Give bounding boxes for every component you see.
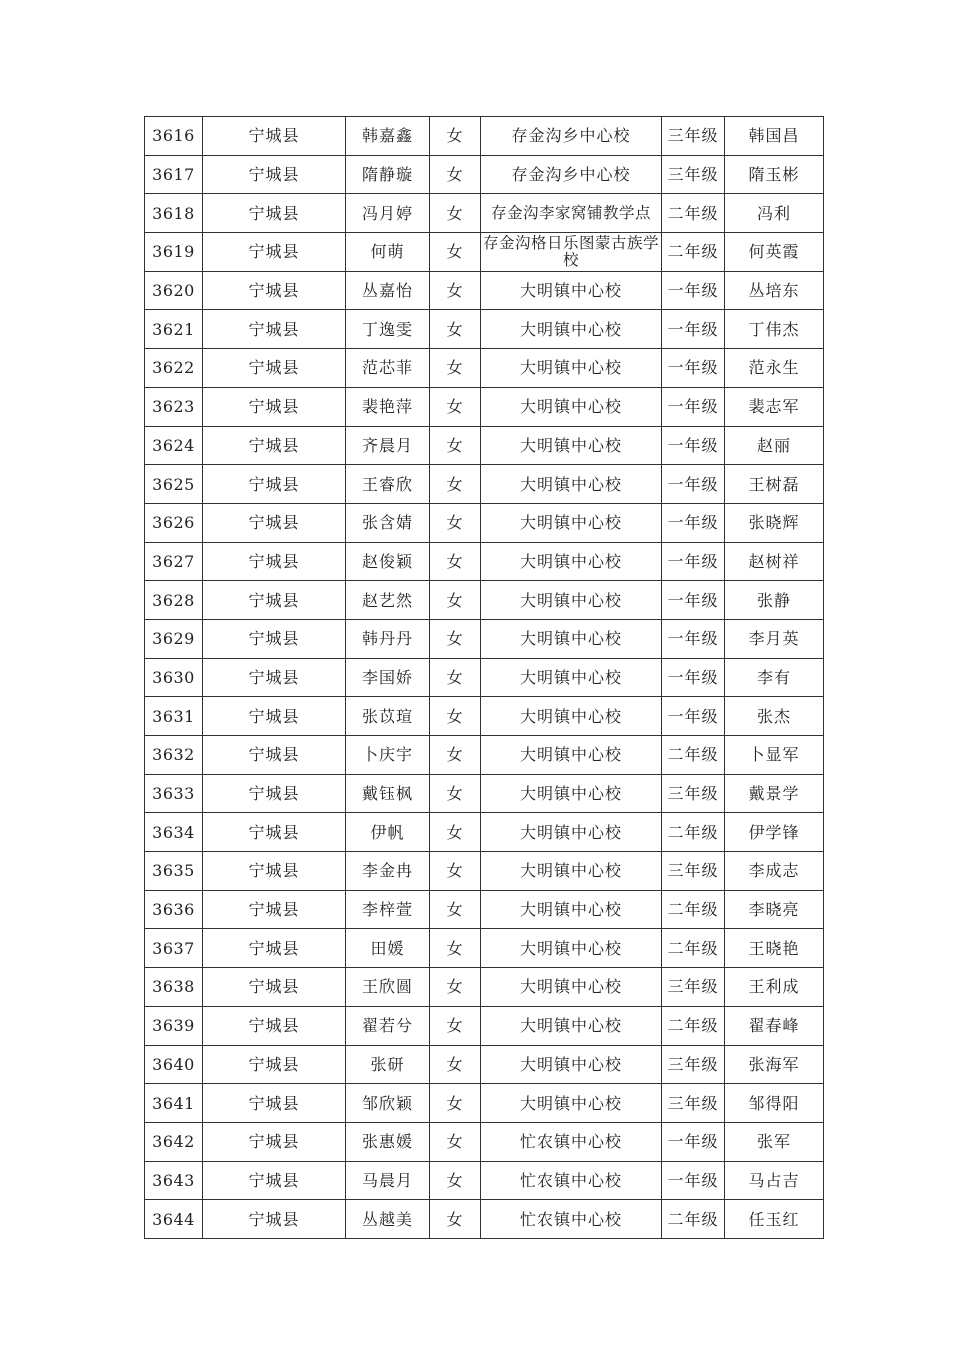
cell-guardian: 卜显军: [725, 736, 824, 775]
cell-school: 大明镇中心校: [481, 968, 662, 1007]
cell-number: 3627: [145, 542, 203, 581]
cell-school: 大明镇中心校: [481, 542, 662, 581]
table-row: [145, 968, 824, 1007]
cell-number: 3632: [145, 736, 203, 775]
cell-county: 宁城县: [203, 890, 346, 929]
cell-school: 大明镇中心校: [481, 736, 662, 775]
cell-grade: 一年级: [662, 1161, 725, 1200]
cell-school: 大明镇中心校: [481, 426, 662, 465]
cell-gender: 女: [430, 774, 481, 813]
cell-county: 宁城县: [203, 233, 346, 272]
cell-county: 宁城县: [203, 1006, 346, 1045]
cell-student-name: 丁逸雯: [346, 310, 430, 349]
cell-guardian: 李晓亮: [725, 890, 824, 929]
student-roster-table: [144, 116, 824, 1239]
cell-guardian: 翟春峰: [725, 1006, 824, 1045]
cell-number: 3639: [145, 1006, 203, 1045]
cell-county: 宁城县: [203, 426, 346, 465]
cell-gender: 女: [430, 1084, 481, 1123]
cell-student-name: 张惠媛: [346, 1122, 430, 1161]
cell-student-name: 齐晨月: [346, 426, 430, 465]
cell-school: 大明镇中心校: [481, 774, 662, 813]
cell-gender: 女: [430, 310, 481, 349]
cell-gender: 女: [430, 968, 481, 1007]
cell-student-name: 隋静璇: [346, 155, 430, 194]
table-row: [145, 813, 824, 852]
table-row: [145, 658, 824, 697]
cell-county: 宁城县: [203, 1122, 346, 1161]
cell-grade: 一年级: [662, 658, 725, 697]
cell-school: 忙农镇中心校: [481, 1161, 662, 1200]
cell-school: 大明镇中心校: [481, 465, 662, 504]
roster-body: [145, 117, 824, 1239]
table-row: [145, 1200, 824, 1239]
cell-grade: 一年级: [662, 542, 725, 581]
cell-gender: 女: [430, 852, 481, 891]
cell-student-name: 李国娇: [346, 658, 430, 697]
cell-student-name: 翟若兮: [346, 1006, 430, 1045]
cell-number: 3642: [145, 1122, 203, 1161]
cell-school: 大明镇中心校: [481, 349, 662, 388]
cell-number: 3628: [145, 581, 203, 620]
table-row: [145, 310, 824, 349]
cell-county: 宁城县: [203, 813, 346, 852]
table-row: [145, 1084, 824, 1123]
cell-student-name: 李梓萱: [346, 890, 430, 929]
table-row: [145, 1006, 824, 1045]
cell-grade: 三年级: [662, 1045, 725, 1084]
table-row: [145, 387, 824, 426]
cell-number: 3626: [145, 503, 203, 542]
cell-guardian: 丁伟杰: [725, 310, 824, 349]
table-row: [145, 349, 824, 388]
cell-county: 宁城县: [203, 503, 346, 542]
cell-county: 宁城县: [203, 736, 346, 775]
cell-county: 宁城县: [203, 271, 346, 310]
table-row: [145, 852, 824, 891]
cell-gender: 女: [430, 465, 481, 504]
cell-grade: 三年级: [662, 117, 725, 156]
cell-number: 3617: [145, 155, 203, 194]
cell-county: 宁城县: [203, 117, 346, 156]
cell-number: 3641: [145, 1084, 203, 1123]
cell-student-name: 王睿欣: [346, 465, 430, 504]
cell-student-name: 邹欣颖: [346, 1084, 430, 1123]
cell-grade: 一年级: [662, 1122, 725, 1161]
cell-school: 存金沟格日乐图蒙古族学校: [481, 233, 662, 272]
cell-number: 3629: [145, 619, 203, 658]
cell-gender: 女: [430, 1045, 481, 1084]
cell-student-name: 戴钰枫: [346, 774, 430, 813]
cell-gender: 女: [430, 194, 481, 233]
cell-school: 大明镇中心校: [481, 890, 662, 929]
cell-number: 3640: [145, 1045, 203, 1084]
table-row: [145, 271, 824, 310]
cell-school: 大明镇中心校: [481, 852, 662, 891]
table-row: [145, 117, 824, 156]
cell-county: 宁城县: [203, 1200, 346, 1239]
table-row: [145, 1161, 824, 1200]
cell-student-name: 赵俊颖: [346, 542, 430, 581]
table-row: [145, 581, 824, 620]
cell-grade: 三年级: [662, 1084, 725, 1123]
table-row: [145, 542, 824, 581]
cell-gender: 女: [430, 929, 481, 968]
cell-gender: 女: [430, 813, 481, 852]
cell-gender: 女: [430, 503, 481, 542]
cell-school: 大明镇中心校: [481, 697, 662, 736]
cell-student-name: 王欣圆: [346, 968, 430, 1007]
cell-guardian: 伊学锋: [725, 813, 824, 852]
cell-gender: 女: [430, 271, 481, 310]
cell-county: 宁城县: [203, 697, 346, 736]
cell-county: 宁城县: [203, 1161, 346, 1200]
cell-number: 3636: [145, 890, 203, 929]
cell-grade: 一年级: [662, 271, 725, 310]
cell-number: 3621: [145, 310, 203, 349]
cell-school: 大明镇中心校: [481, 271, 662, 310]
cell-school: 存金沟李家窝铺教学点: [481, 194, 662, 233]
cell-student-name: 伊帆: [346, 813, 430, 852]
cell-guardian: 任玉红: [725, 1200, 824, 1239]
cell-county: 宁城县: [203, 349, 346, 388]
cell-number: 3633: [145, 774, 203, 813]
cell-grade: 一年级: [662, 503, 725, 542]
cell-county: 宁城县: [203, 1084, 346, 1123]
cell-guardian: 韩国昌: [725, 117, 824, 156]
cell-county: 宁城县: [203, 465, 346, 504]
table-row: [145, 619, 824, 658]
cell-number: 3630: [145, 658, 203, 697]
cell-guardian: 张海军: [725, 1045, 824, 1084]
cell-gender: 女: [430, 117, 481, 156]
cell-school: 大明镇中心校: [481, 929, 662, 968]
cell-grade: 二年级: [662, 1200, 725, 1239]
cell-student-name: 冯月婷: [346, 194, 430, 233]
cell-guardian: 丛培东: [725, 271, 824, 310]
cell-number: 3622: [145, 349, 203, 388]
cell-gender: 女: [430, 1122, 481, 1161]
cell-student-name: 裴艳萍: [346, 387, 430, 426]
cell-student-name: 马晨月: [346, 1161, 430, 1200]
table-row: [145, 1122, 824, 1161]
cell-school: 大明镇中心校: [481, 1006, 662, 1045]
cell-county: 宁城县: [203, 581, 346, 620]
cell-county: 宁城县: [203, 194, 346, 233]
cell-guardian: 张晓辉: [725, 503, 824, 542]
cell-school: 存金沟乡中心校: [481, 155, 662, 194]
cell-number: 3619: [145, 233, 203, 272]
cell-gender: 女: [430, 736, 481, 775]
cell-county: 宁城县: [203, 310, 346, 349]
cell-gender: 女: [430, 349, 481, 388]
cell-grade: 二年级: [662, 813, 725, 852]
cell-grade: 二年级: [662, 890, 725, 929]
cell-student-name: 卜庆宇: [346, 736, 430, 775]
cell-guardian: 张静: [725, 581, 824, 620]
cell-student-name: 张苡瑄: [346, 697, 430, 736]
cell-guardian: 李成志: [725, 852, 824, 891]
table-row: [145, 736, 824, 775]
cell-county: 宁城县: [203, 1045, 346, 1084]
table-row: [145, 194, 824, 233]
cell-guardian: 张杰: [725, 697, 824, 736]
table-row: [145, 465, 824, 504]
cell-number: 3637: [145, 929, 203, 968]
cell-grade: 一年级: [662, 697, 725, 736]
cell-grade: 一年级: [662, 619, 725, 658]
cell-gender: 女: [430, 155, 481, 194]
cell-student-name: 赵艺然: [346, 581, 430, 620]
cell-guardian: 范永生: [725, 349, 824, 388]
cell-number: 3618: [145, 194, 203, 233]
cell-number: 3634: [145, 813, 203, 852]
cell-guardian: 马占吉: [725, 1161, 824, 1200]
cell-student-name: 张含婧: [346, 503, 430, 542]
cell-guardian: 冯利: [725, 194, 824, 233]
cell-number: 3623: [145, 387, 203, 426]
cell-gender: 女: [430, 619, 481, 658]
cell-school: 大明镇中心校: [481, 387, 662, 426]
table-row: [145, 503, 824, 542]
table-row: [145, 929, 824, 968]
cell-gender: 女: [430, 1161, 481, 1200]
cell-gender: 女: [430, 233, 481, 272]
cell-county: 宁城县: [203, 155, 346, 194]
cell-grade: 三年级: [662, 155, 725, 194]
cell-school: 忙农镇中心校: [481, 1122, 662, 1161]
cell-grade: 三年级: [662, 968, 725, 1007]
cell-guardian: 赵丽: [725, 426, 824, 465]
cell-grade: 二年级: [662, 929, 725, 968]
cell-student-name: 范芯菲: [346, 349, 430, 388]
cell-gender: 女: [430, 658, 481, 697]
cell-grade: 一年级: [662, 349, 725, 388]
cell-county: 宁城县: [203, 968, 346, 1007]
cell-county: 宁城县: [203, 387, 346, 426]
cell-county: 宁城县: [203, 658, 346, 697]
cell-county: 宁城县: [203, 542, 346, 581]
cell-gender: 女: [430, 1200, 481, 1239]
cell-guardian: 戴景学: [725, 774, 824, 813]
table-row: [145, 426, 824, 465]
cell-guardian: 赵树祥: [725, 542, 824, 581]
table-row: [145, 1045, 824, 1084]
cell-guardian: 张军: [725, 1122, 824, 1161]
cell-gender: 女: [430, 542, 481, 581]
cell-student-name: 韩丹丹: [346, 619, 430, 658]
cell-gender: 女: [430, 387, 481, 426]
cell-school: 大明镇中心校: [481, 619, 662, 658]
cell-school: 大明镇中心校: [481, 503, 662, 542]
cell-county: 宁城县: [203, 774, 346, 813]
cell-grade: 三年级: [662, 852, 725, 891]
cell-school: 大明镇中心校: [481, 813, 662, 852]
cell-gender: 女: [430, 581, 481, 620]
cell-county: 宁城县: [203, 852, 346, 891]
cell-number: 3635: [145, 852, 203, 891]
cell-guardian: 李有: [725, 658, 824, 697]
table-row: [145, 890, 824, 929]
cell-school: 大明镇中心校: [481, 581, 662, 620]
cell-student-name: 田媛: [346, 929, 430, 968]
cell-guardian: 邹得阳: [725, 1084, 824, 1123]
cell-grade: 二年级: [662, 736, 725, 775]
cell-guardian: 隋玉彬: [725, 155, 824, 194]
cell-number: 3631: [145, 697, 203, 736]
cell-grade: 一年级: [662, 465, 725, 504]
cell-number: 3616: [145, 117, 203, 156]
cell-gender: 女: [430, 1006, 481, 1045]
cell-school: 大明镇中心校: [481, 658, 662, 697]
cell-school: 存金沟乡中心校: [481, 117, 662, 156]
cell-grade: 二年级: [662, 233, 725, 272]
cell-school: 大明镇中心校: [481, 1084, 662, 1123]
cell-student-name: 何萌: [346, 233, 430, 272]
cell-number: 3643: [145, 1161, 203, 1200]
cell-guardian: 王晓艳: [725, 929, 824, 968]
cell-grade: 一年级: [662, 387, 725, 426]
cell-guardian: 李月英: [725, 619, 824, 658]
cell-student-name: 韩嘉鑫: [346, 117, 430, 156]
table-row: [145, 233, 824, 272]
cell-grade: 一年级: [662, 310, 725, 349]
table-row: [145, 774, 824, 813]
cell-number: 3625: [145, 465, 203, 504]
cell-guardian: 何英霞: [725, 233, 824, 272]
cell-school: 大明镇中心校: [481, 310, 662, 349]
cell-gender: 女: [430, 697, 481, 736]
cell-grade: 一年级: [662, 581, 725, 620]
cell-grade: 一年级: [662, 426, 725, 465]
table-row: [145, 697, 824, 736]
cell-county: 宁城县: [203, 619, 346, 658]
cell-grade: 二年级: [662, 194, 725, 233]
cell-number: 3620: [145, 271, 203, 310]
cell-guardian: 王利成: [725, 968, 824, 1007]
cell-guardian: 王树磊: [725, 465, 824, 504]
cell-guardian: 裴志军: [725, 387, 824, 426]
cell-student-name: 李金冉: [346, 852, 430, 891]
cell-grade: 二年级: [662, 1006, 725, 1045]
cell-school: 大明镇中心校: [481, 1045, 662, 1084]
table-row: [145, 155, 824, 194]
cell-county: 宁城县: [203, 929, 346, 968]
cell-grade: 三年级: [662, 774, 725, 813]
cell-student-name: 丛越美: [346, 1200, 430, 1239]
cell-student-name: 张研: [346, 1045, 430, 1084]
cell-gender: 女: [430, 890, 481, 929]
cell-number: 3638: [145, 968, 203, 1007]
cell-gender: 女: [430, 426, 481, 465]
cell-number: 3624: [145, 426, 203, 465]
cell-number: 3644: [145, 1200, 203, 1239]
cell-student-name: 丛嘉怡: [346, 271, 430, 310]
cell-school: 忙农镇中心校: [481, 1200, 662, 1239]
